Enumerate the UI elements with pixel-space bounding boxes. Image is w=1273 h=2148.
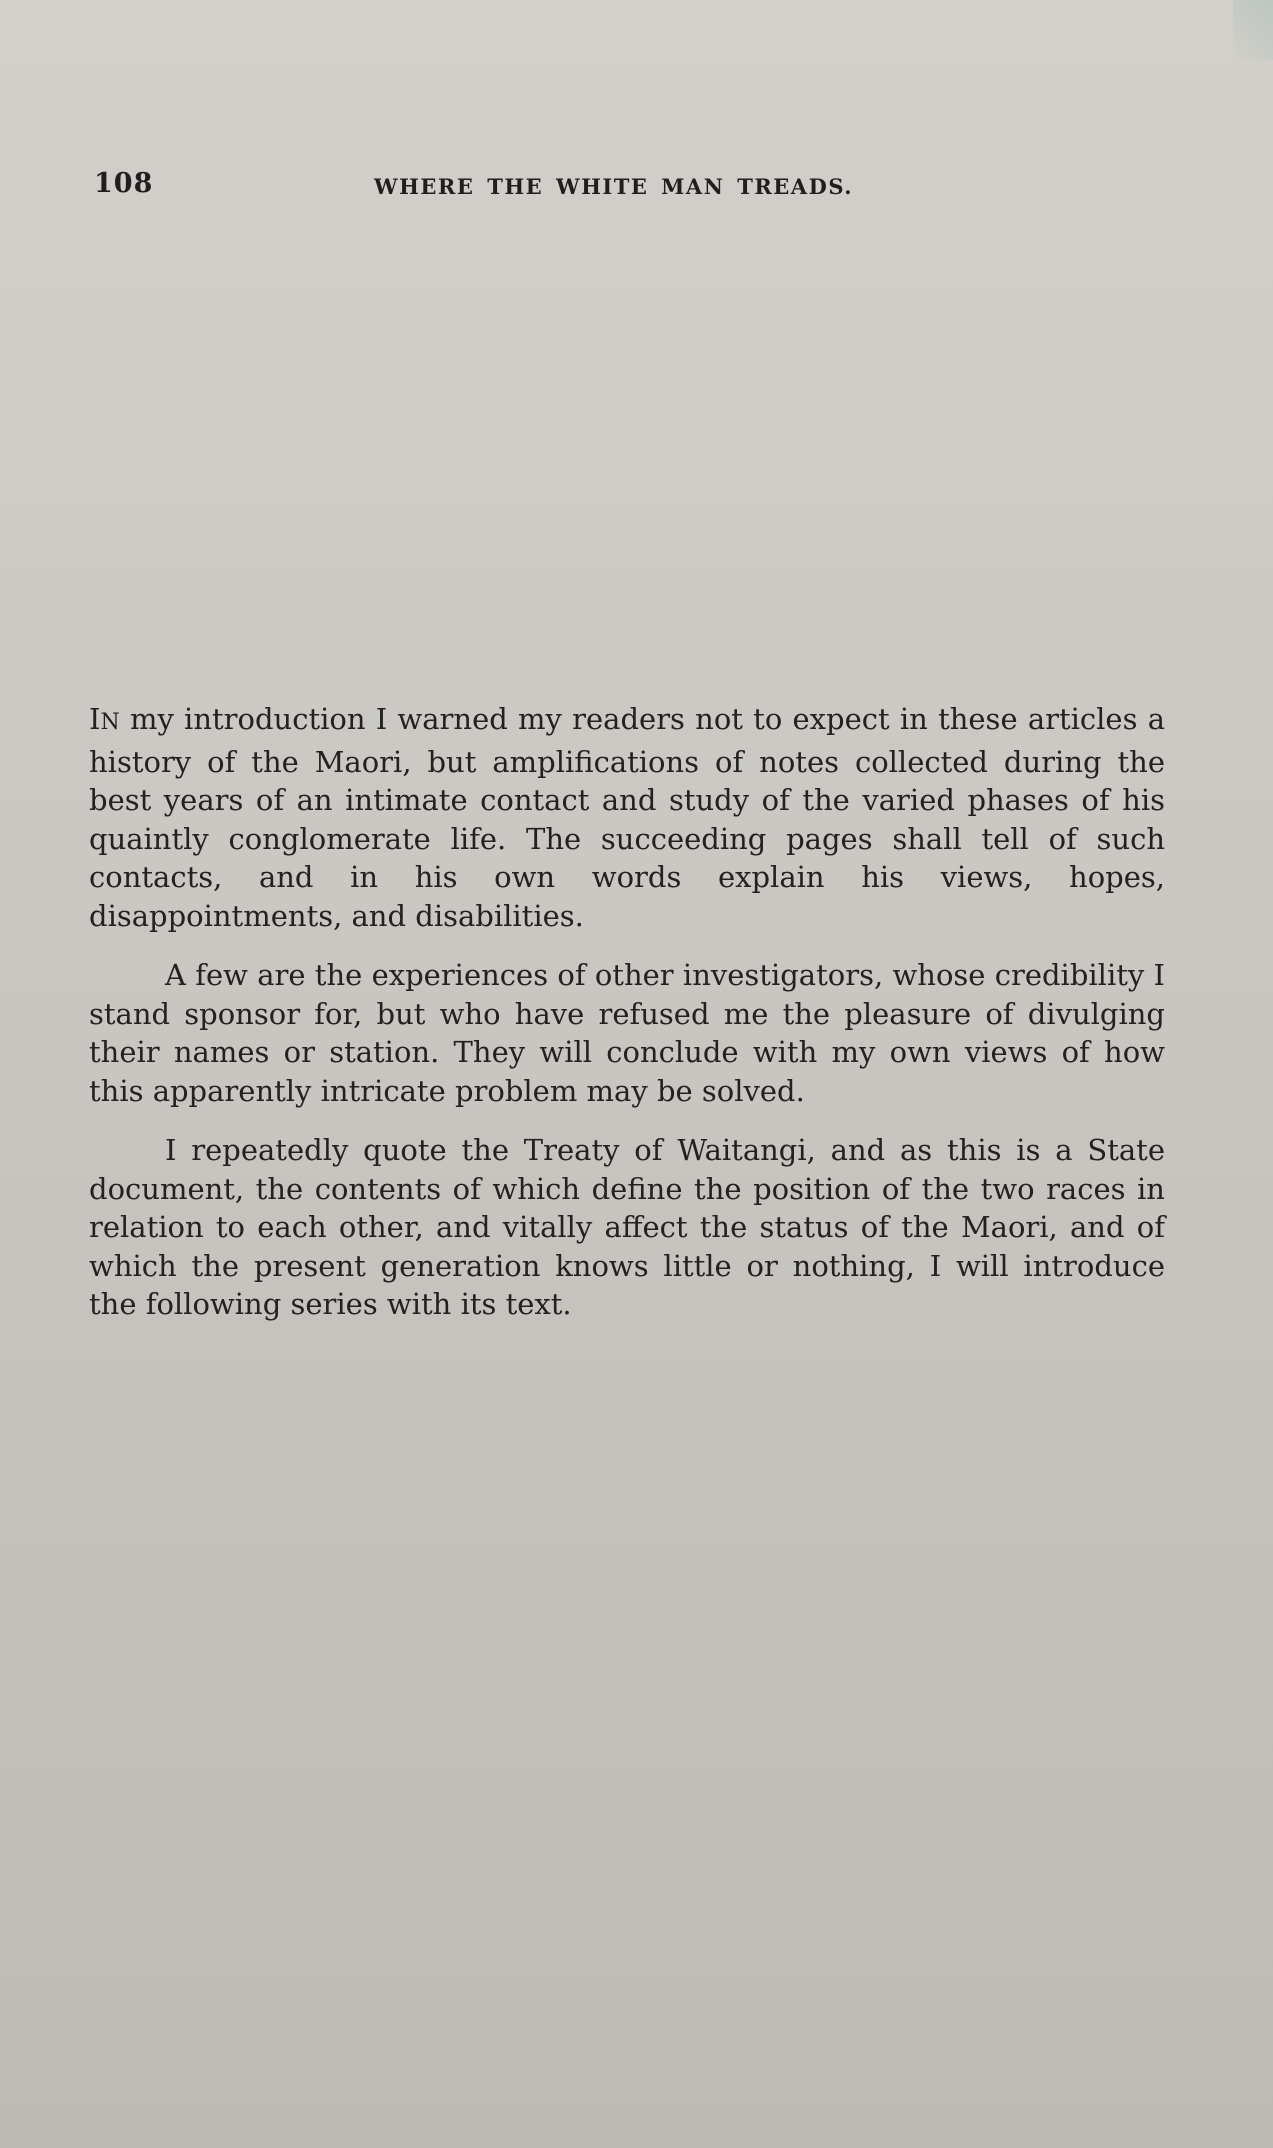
paragraph-lead-small-capital: N xyxy=(100,710,120,735)
paragraph-1-text: my introduction I warned my readers not to expect in these articles a history of the Maori, but amplifications of notes collected during the best years of an intimate contact and study of the varied phases of his quaintly conglomerate life. The succeeding pages shall tell of such contacts, and in his own words explain his views, hopes, disappointments, and disabilities. xyxy=(89,702,1165,933)
paragraph-1 xyxy=(89,700,1165,935)
body-text xyxy=(89,700,1165,1345)
paragraph-2: A few are the experiences of other investigators, whose credibility I stand sponsor for, but who have refused me the pleasure of divulging their names or station. They will conclude with my own views of how this apparently intricate problem may be solved. xyxy=(89,958,1165,1108)
running-head xyxy=(94,168,1164,208)
paragraph-lead-capital: I xyxy=(89,702,101,736)
page-number: 108 xyxy=(94,168,154,199)
paragraph-3: I repeatedly quote the Treaty of Waitangi, and as this is a State document, the contents of which define the position of the two races in relation to each other, and vitally affect the status of the Maori, and of which the present generation knows little or nothing, I will introduce the following series with its text. xyxy=(89,1133,1165,1321)
running-title: WHERE THE WHITE MAN TREADS. xyxy=(374,174,854,199)
page-edge-shade xyxy=(1233,0,1273,60)
